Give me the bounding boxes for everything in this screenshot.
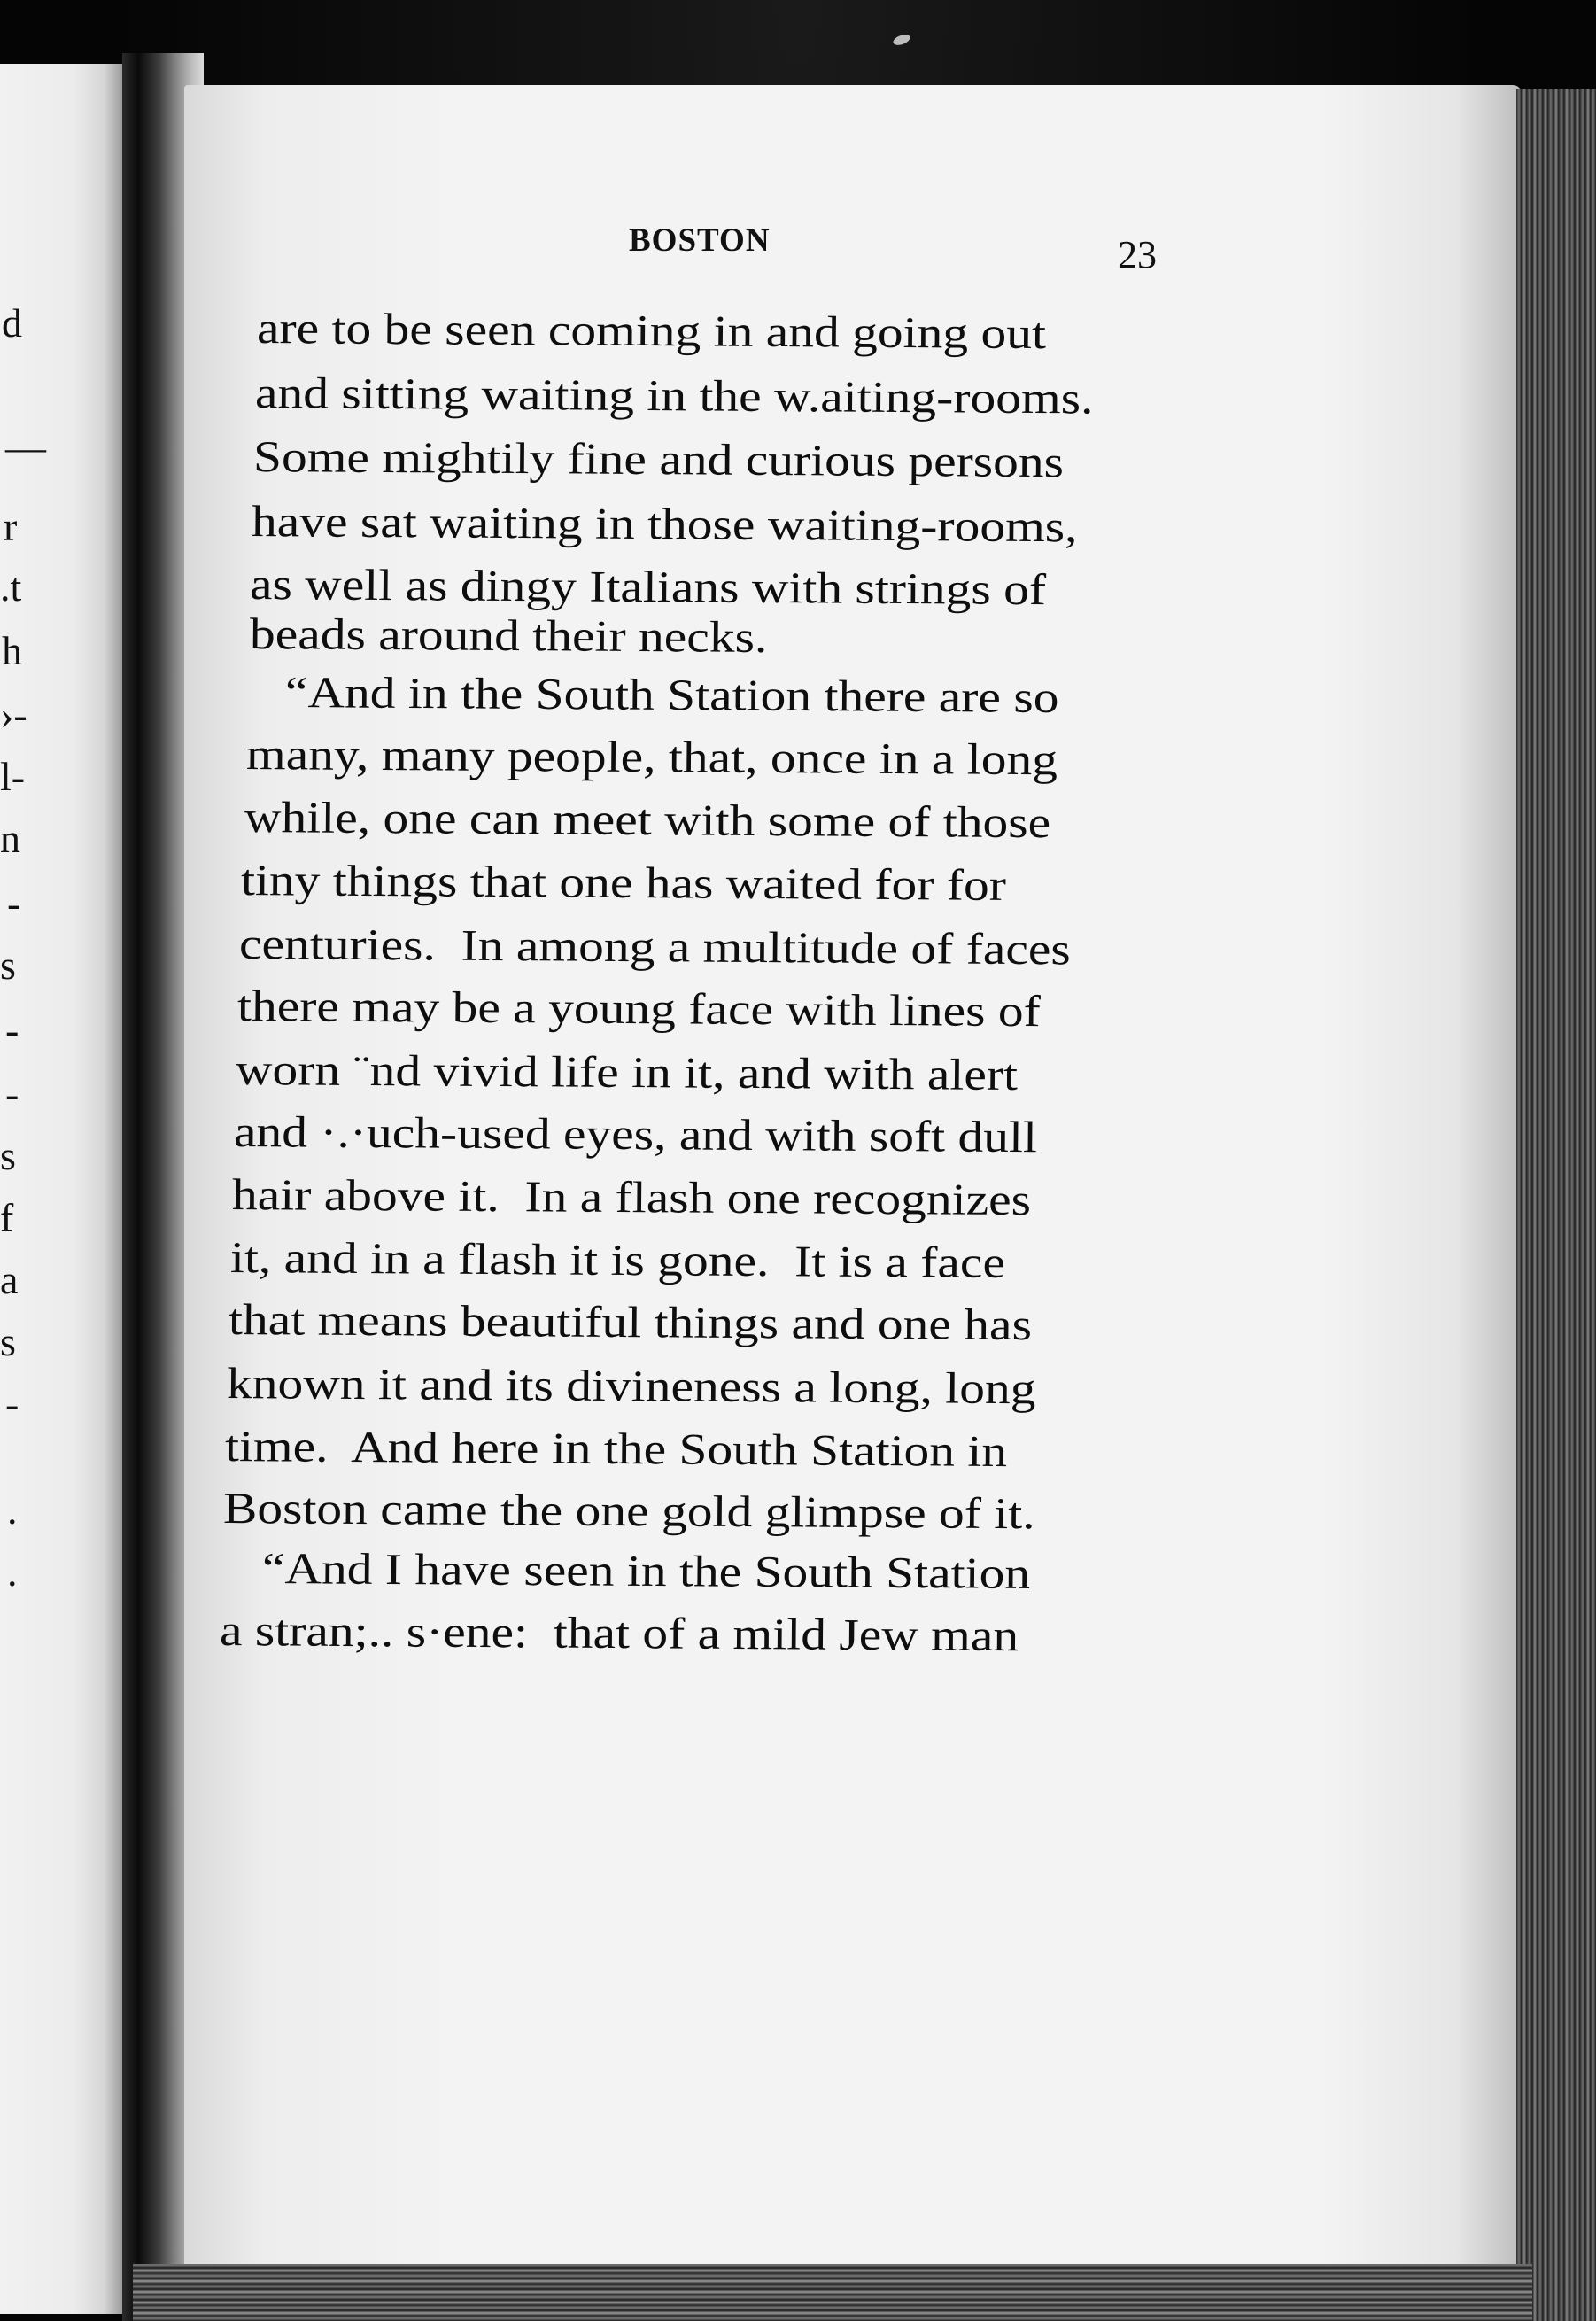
page-fore-edge [1516, 89, 1596, 2321]
text-line: known it and its divineness a long, long [226, 1358, 1036, 1414]
text-line: “And I have seen in the South Station [261, 1543, 1031, 1598]
text-line: and sitting waiting in the w.aiting-rooms. [254, 368, 1094, 423]
text-line: a stran;.. s·ene: that of a mild Jew man [219, 1605, 1019, 1661]
left-page-fragment: n [0, 816, 20, 861]
text-line: Boston came the one gold glimpse of it. [222, 1483, 1035, 1539]
left-facing-page [0, 64, 122, 2314]
left-page-fragment: . [7, 1487, 18, 1533]
text-line: Some mightily fine and curious persons [252, 431, 1065, 487]
page-number: 23 [1118, 233, 1157, 276]
left-page-fragment: s [0, 1133, 16, 1178]
text-line: time. And here in the South Station in [224, 1421, 1008, 1477]
left-page-fragment: .t [0, 564, 22, 609]
left-page-fragment: a [0, 1257, 19, 1302]
left-page-fragment: - [5, 1071, 19, 1116]
text-line: worn ¨nd vivid life in it, and with alert [235, 1044, 1019, 1100]
left-page-fragment: - [7, 881, 21, 926]
text-line: are to be seen coming in and going out [256, 303, 1047, 359]
text-line: as well as dingy Italians with strings of [249, 559, 1047, 615]
running-head: BOSTON [629, 222, 771, 259]
text-line: and ·.·uch-used eyes, and with soft dull [233, 1106, 1038, 1162]
text-line: hair above it. In a flash one recognizes [231, 1169, 1032, 1225]
text-line: while, one can meet with some of those [244, 792, 1051, 848]
left-page-fragment: h [2, 628, 22, 673]
text-line: there may be a young face with lines of [236, 981, 1042, 1036]
left-page-fragment: s [0, 943, 16, 988]
text-line: that means beautiful things and one has [228, 1294, 1033, 1350]
left-page-fragment: r [4, 504, 18, 549]
text-line: “And in the South Station there are so [284, 667, 1059, 722]
text-line: centuries. In among a multitude of faces [238, 919, 1072, 974]
left-page-fragment: — [5, 424, 46, 470]
left-page-fragment: l- [0, 754, 26, 799]
text-line: beads around their necks. [249, 609, 768, 662]
text-line: many, many people, that, once in a long [245, 729, 1058, 785]
page-bottom-edge [133, 2264, 1532, 2321]
left-page-fragment: . [7, 1549, 18, 1595]
left-page-fragment: d [2, 300, 22, 345]
text-line: have sat waiting in those waiting-rooms, [251, 496, 1078, 552]
left-page-fragment: s [0, 1319, 16, 1364]
text-line: tiny things that one has waited for for [240, 855, 1007, 910]
left-page-fragment: - [5, 1007, 19, 1052]
left-page-fragment: - [5, 1381, 19, 1426]
text-line: it, and in a flash it is gone. It is a face [229, 1232, 1006, 1287]
left-page-fragment: ›- [0, 692, 27, 737]
left-page-fragment: f [0, 1195, 14, 1240]
